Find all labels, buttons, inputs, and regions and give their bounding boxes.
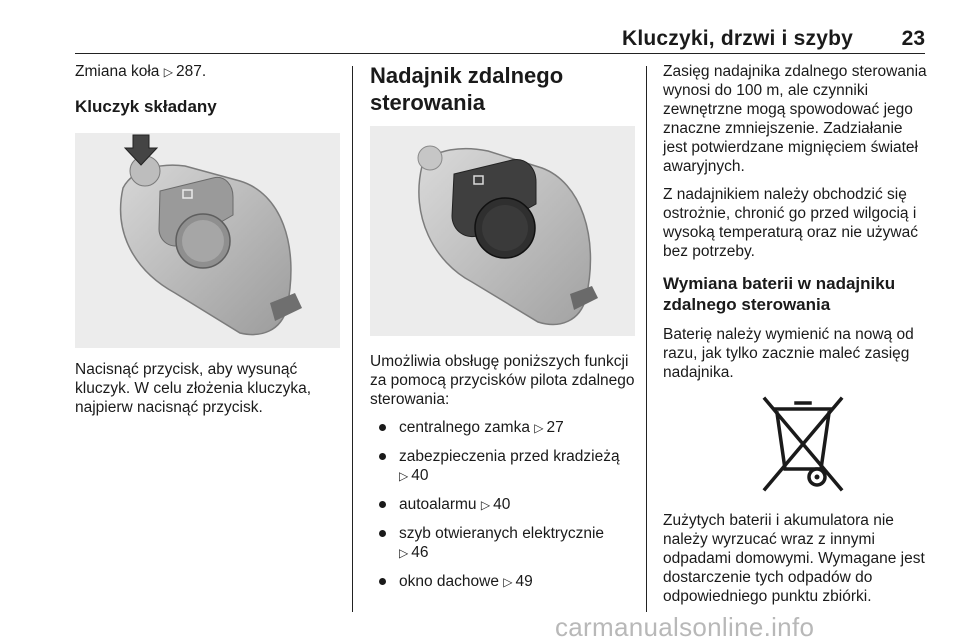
reference-arrow-icon: ▷ [480, 498, 491, 512]
remote-functions-list [370, 418, 635, 592]
reference-text: Zmiana koła [75, 63, 160, 80]
folding-key-caption: Nacisnąć przycisk, aby wysunąć kluczyk. W celu złożenia kluczyka, najpierw nacisnąć przycisk. [75, 361, 312, 416]
disposal-paragraph: Zużytych baterii i akumulatora nie należy wyrzucać wraz z innymi odpadami domowymi. Wymagane jest dostarczenie tych odpadów do odpowiedniego punktu zbiórki. [663, 512, 925, 605]
reference-arrow-icon: ▷ [399, 469, 409, 483]
care-paragraph: Z nadajnikiem należy obchodzić się ostrożnie, chronić go przed wilgocią i wysoką temperaturą oraz nie używać bez potrzeby. [663, 186, 919, 260]
reference-arrow-icon: ▷ [163, 65, 173, 79]
list-item: szyb otwieranych elektrycznie ▷ 46 [370, 524, 635, 563]
range-paragraph: Zasięg nadajnika zdalnego sterowania wynosi do 100 m, ale czynniki zewnętrzne mogą spowodować jego znaczne zmniejszenie. Zadziałanie jest potwierdzane mignięciem świateł awaryjnych. [663, 63, 927, 175]
battery-replace-paragraph: Baterię należy wymienić na nową od razu, jak tylko zacznie maleć zasięg nadajnika. [663, 326, 914, 381]
folding-key-heading: Kluczyk składany [75, 97, 217, 116]
reference-arrow-icon: ▷ [534, 421, 544, 435]
remote-control-heading: Nadajnik zdalnego sterowania [370, 63, 564, 115]
list-item: centralnego zamka ▷ 27 [370, 418, 635, 438]
reference-arrow-icon: ▷ [503, 575, 513, 589]
page-reference-link[interactable] [164, 63, 206, 80]
column-left [75, 62, 340, 426]
crossed-out-bin-icon [663, 391, 928, 499]
list-item: okno dachowe ▷ 49 [370, 572, 635, 592]
list-item: autoalarmu ▷ 40 [370, 495, 635, 515]
page-reference-link[interactable]: ▷ 27 [534, 419, 564, 436]
reference-page: 287. [175, 63, 207, 80]
battery-replacement-heading: Wymiana baterii w nadajniku zdalnego sterowania [663, 274, 896, 314]
page-reference-link[interactable]: ▷ 40 [399, 467, 429, 484]
page-reference-link[interactable]: ▷ 40 [480, 496, 511, 513]
column-right [663, 62, 928, 615]
page-header [75, 25, 925, 54]
folding-key-illustration [75, 133, 340, 348]
remote-functions-intro: Umożliwia obsługę poniższych funkcji za pomocą przycisków pilota zdalnego sterowania: [370, 353, 635, 408]
wheel-change-reference [75, 62, 340, 82]
remote-control-illustration [370, 126, 635, 336]
reference-arrow-icon: ▷ [399, 546, 409, 560]
list-item: zabezpieczenia przed kradzieżą ▷ 40 [370, 447, 635, 486]
watermark: carmanualsonline.info [555, 612, 815, 642]
column-middle [370, 62, 635, 601]
page-reference-link[interactable]: ▷ 49 [503, 573, 533, 590]
section-title: Kluczyki, drzwi i szyby [621, 27, 853, 50]
page-number: 23 [901, 27, 925, 50]
column-divider [352, 66, 353, 612]
page-reference-link[interactable]: ▷ 46 [399, 544, 429, 561]
column-divider [646, 66, 647, 612]
